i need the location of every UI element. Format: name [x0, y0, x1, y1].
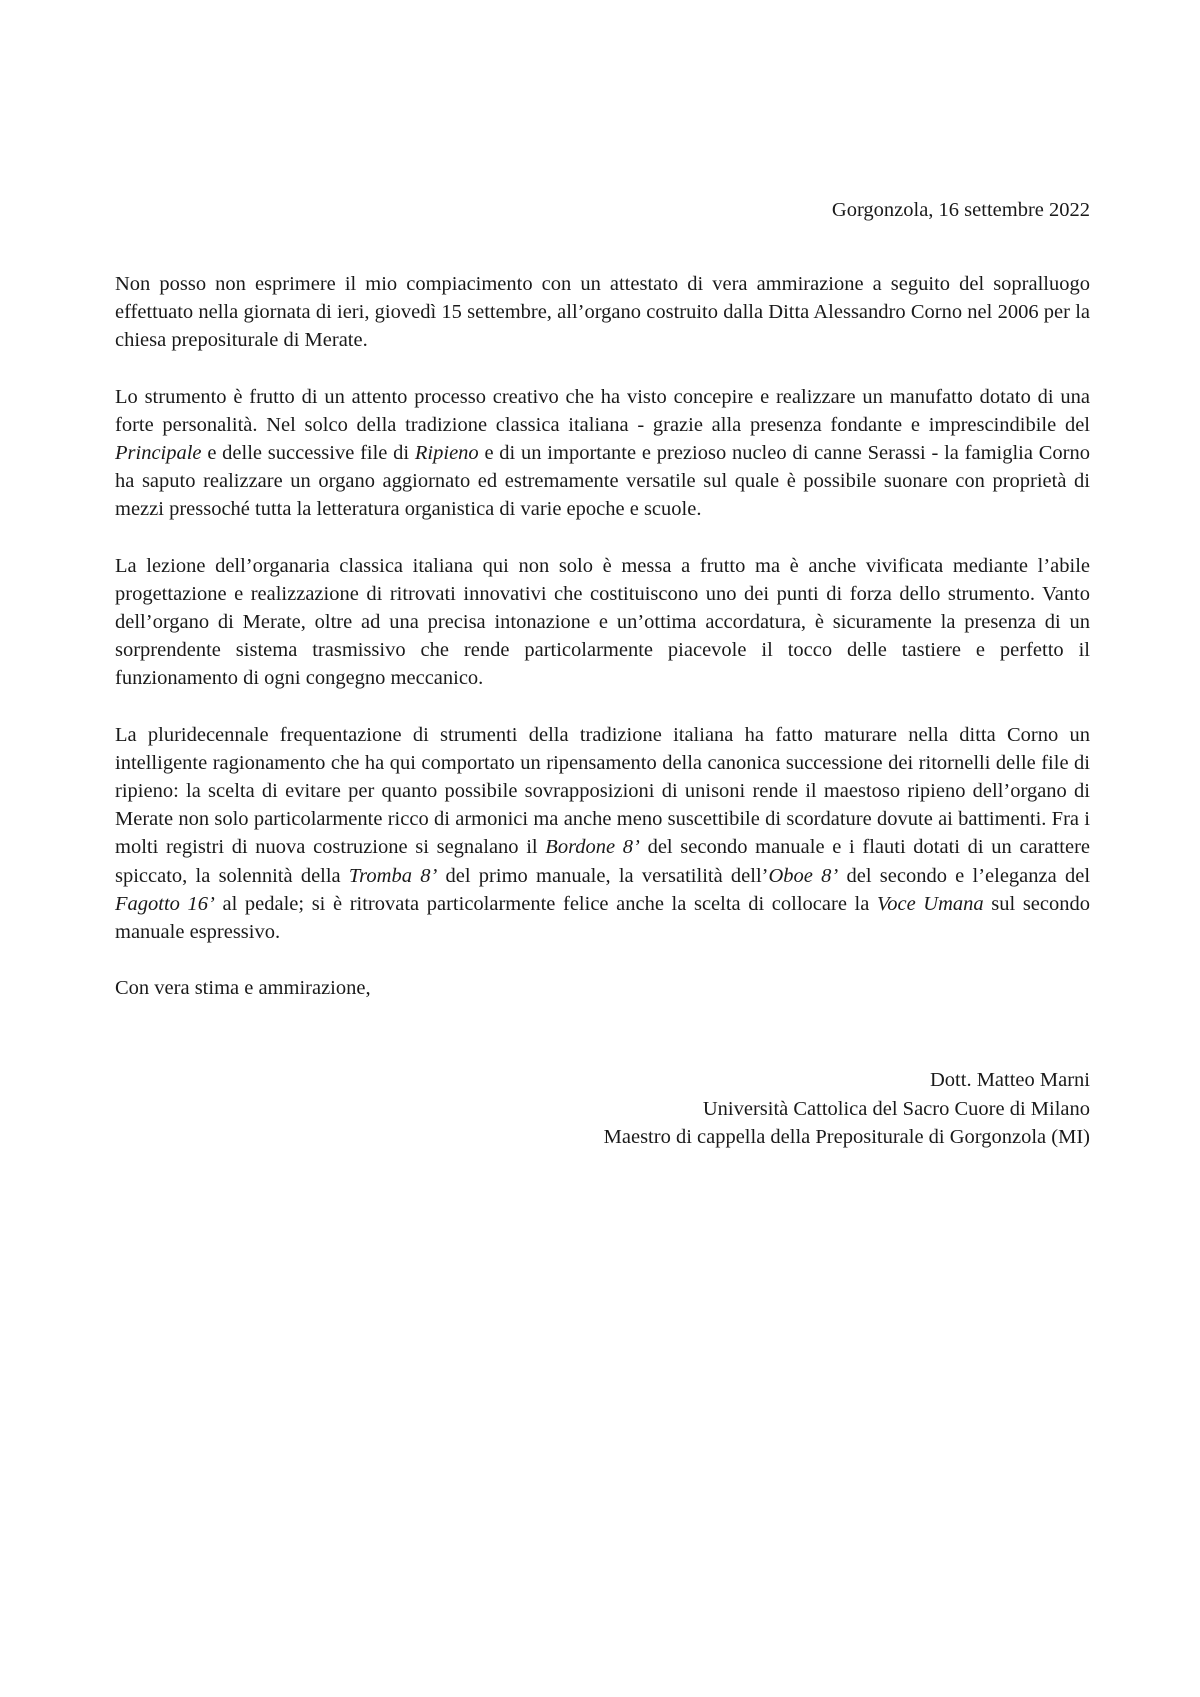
text-run: e di un importante e prezioso nucleo di canne Serassi - la famiglia Corno ha saputo realizzare un organo aggiornato ed estremamente versatile sul quale è possibile suonare con proprietà di mezzi pressoché tutta la letteratura organistica di varie epoche e scuole. [115, 442, 1090, 521]
text-run: del secondo manuale e i flauti dotati di un carattere spiccato, la solennità della [115, 836, 1090, 887]
body-paragraph [115, 721, 1090, 947]
signature-block [115, 1066, 1090, 1152]
italic-term: Voce Umana [876, 892, 984, 915]
text-run: La pluridecennale frequentazione di strumenti della tradizione italiana ha fatto maturare nella ditta Corno un intelligente ragionamento che ha qui comportato un ripensamento della canonica successione dei ritornelli delle file di ripieno: la scelta di evitare per quanto possibile sovrapposizioni di unisoni rende il maestoso ripieno dell’organo di Merate non solo particolarmente ricco di armonici ma anche meno suscettibile di scordature dovute ai battimenti. Fra i molti registri di nuova costruzione si segnalano il [115, 723, 1090, 859]
body-paragraph [115, 270, 1090, 355]
letter-page [115, 196, 1090, 1152]
text-run: del primo manuale, la versatilità dell’ [437, 864, 769, 887]
text-run: Non posso non esprimere il mio compiacimento con un attestato di vera ammirazione a seguito del sopralluogo effettuato nella giornata di ieri, giovedì 15 settembre, all’organo costruito dalla Ditta Alessandro Corno nel 2006 per la chiesa prepositurale di Merate. [115, 273, 1090, 352]
text-run: e delle successive file di [201, 442, 415, 465]
signature-role: Maestro di cappella della Prepositurale di Gorgonzola (MI) [603, 1126, 1090, 1149]
italic-term: Fagotto 16’ [115, 892, 215, 915]
signature-name: Dott. Matteo Marni [930, 1069, 1090, 1092]
text-run: Lo strumento è frutto di un attento processo creativo che ha visto concepire e realizzare un manufatto dotato di una forte personalità. Nel solco della tradizione classica italiana - grazie alla presenza fondante e imprescindibile del [115, 385, 1090, 436]
letter-body [115, 270, 1090, 946]
signature-affiliation: Università Cattolica del Sacro Cuore di Milano [702, 1097, 1090, 1120]
text-run: sul secondo manuale espressivo. [115, 892, 1090, 944]
text-run: La lezione dell’organaria classica italiana qui non solo è messa a frutto ma è anche vivificata mediante l’abile progettazione e realizzazione di ritrovati innovativi che costituiscono uno dei punti di forza dello strumento. Vanto dell’organo di Merate, oltre ad una precisa intonazione e un’ottima accordatura, è sicuramente la presenza di un sorprendente sistema trasmissivo che rende particolarmente piacevole il tocco delle tastiere e perfetto il funzionamento di ogni congegno meccanico. [115, 554, 1090, 690]
italic-term: Principale [115, 442, 202, 465]
letter-closing: Con vera stima e ammirazione, [115, 977, 371, 1000]
italic-term: Ripieno [414, 442, 479, 465]
italic-term: Bordone 8’ [545, 836, 640, 859]
letter-date: Gorgonzola, 16 settembre 2022 [831, 199, 1090, 221]
text-run: al pedale; si è ritrovata particolarmente felice anche la scelta di collocare la [214, 892, 877, 915]
italic-term: Oboe 8’ [768, 864, 839, 887]
italic-term: Tromba 8’ [348, 864, 438, 887]
body-paragraph [115, 383, 1090, 524]
text-run: del secondo e l’eleganza del [838, 864, 1091, 887]
body-paragraph [115, 552, 1090, 693]
